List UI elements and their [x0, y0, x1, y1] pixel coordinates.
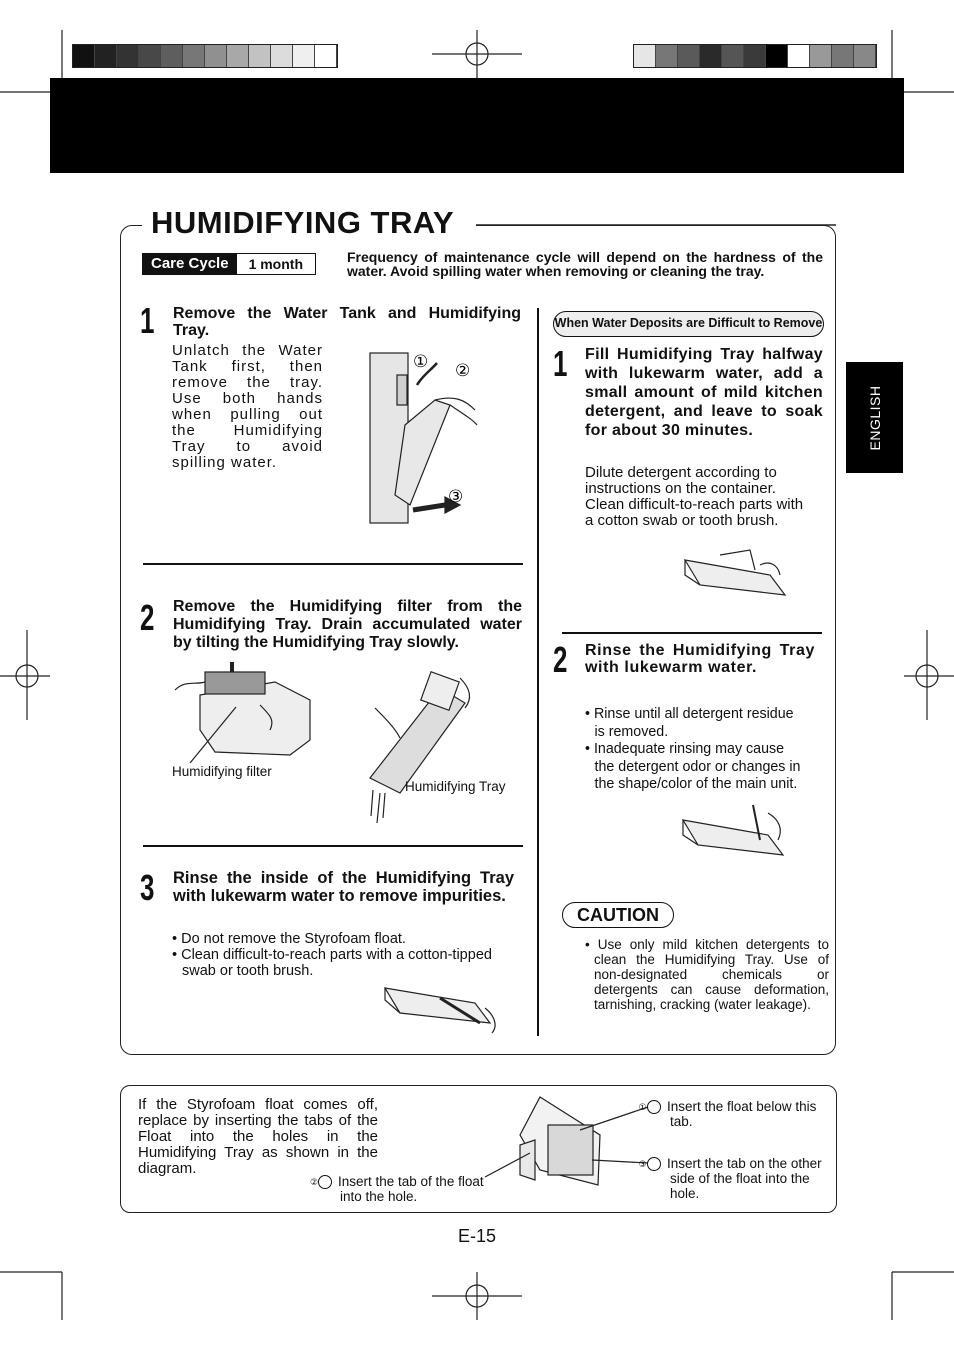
callout-3-text: Insert the tab on the other side of the float into the hole. [667, 1156, 822, 1201]
callout-3-mark: ③ [647, 1157, 661, 1171]
page-title: HUMIDIFYING TRAY [151, 205, 455, 240]
right-step-1-body: Dilute detergent according to instructions on the container. Clean difficult-to-reach parts with a cotton swab or tooth brush. [585, 464, 804, 529]
mark-1: ① [413, 352, 429, 372]
callout-2 [309, 1174, 500, 1204]
step-2-number: 2 [140, 597, 155, 638]
column-divider [537, 308, 539, 1036]
step-3-heading: Rinse the inside of the Humidifying Tray with lukewarm water to remove impurities. [173, 869, 514, 905]
step-1-number: 1 [140, 300, 155, 341]
tray-rinse-illustration [380, 978, 510, 1038]
filter-pointer-line [186, 705, 266, 765]
language-tab [846, 362, 903, 473]
frequency-note: Frequency of maintenance cycle will depend on the hardness of the water. Avoid spilling water when removing or cleaning the tray. [347, 249, 823, 279]
label-humidifying-tray: Humidifying Tray [405, 779, 506, 794]
tray-soak-illustration [680, 545, 800, 610]
mark-3: ③ [448, 487, 464, 507]
float-info-text: If the Styrofoam float comes off, replace by inserting the tabs of the Float into the holes in the Humidifying Tray as shown in the diagram. [138, 1096, 378, 1177]
tray-rinse-right-illustration [678, 805, 798, 870]
divider [562, 632, 822, 634]
step-3-bullets [172, 931, 492, 979]
list-item: • Do not remove the Styrofoam float. [172, 931, 406, 947]
header-bar [50, 78, 904, 173]
callout-2-text: Insert the tab of the float into the hole. [338, 1174, 484, 1204]
right-step-1-number: 1 [553, 343, 568, 384]
callout-2-mark: ② [318, 1175, 332, 1189]
divider [143, 563, 523, 565]
divider [143, 845, 523, 847]
color-swatches-right [633, 44, 877, 68]
right-step-1-heading: Fill Humidifying Tray halfway with lukewarm water, add a small amount of mild kitchen detergent, and leave to soak for about 30 minutes. [585, 346, 823, 439]
label-humidifying-filter: Humidifying filter [172, 764, 272, 779]
right-step-2-number: 2 [553, 639, 568, 680]
tank-removal-illustration [365, 345, 495, 530]
page-number: E-15 [458, 1226, 497, 1246]
care-cycle-badge [142, 253, 316, 275]
caution-text: • Use only mild kitchen detergents to clean the Humidifying Tray. Use of non-designated chemicals or detergents can cause deformation, tarnishing, cracking (water leakage). [585, 937, 829, 1012]
callout-1 [638, 1099, 830, 1129]
care-cycle-value: 1 month [237, 254, 315, 274]
mark-2: ② [455, 361, 471, 381]
step-2-heading: Remove the Humidifying filter from the Humidifying Tray. Drain accumulated water by tilting the Humidifying Tray slowly. [173, 598, 522, 651]
language-label: ENGLISH [866, 385, 883, 450]
callout-1-mark: ① [647, 1100, 661, 1114]
right-step-2-bullets [585, 705, 805, 793]
caution-label: CAUTION [562, 902, 674, 928]
callout-1-text: Insert the float below this tab. [667, 1099, 817, 1129]
deposits-pill: When Water Deposits are Difficult to Remove [553, 311, 824, 337]
callout-3 [638, 1156, 830, 1201]
title-rule [476, 224, 836, 226]
tray-tilt-illustration [365, 668, 495, 828]
list-item: • Rinse until all detergent residue is removed. [585, 705, 794, 740]
right-step-2-heading: Rinse the Humidifying Tray with lukewarm water. [585, 642, 815, 676]
care-cycle-label: Care Cycle [143, 254, 237, 274]
float-insert-diagram [480, 1095, 660, 1195]
step-1-heading: Remove the Water Tank and Humidifying Tray. [173, 305, 521, 339]
step-1-body: Unlatch the Water Tank first, then remove the tray. Use both hands when pulling out the Humidifying Tray to avoid spilling water. [172, 342, 323, 471]
list-item: • Clean difficult-to-reach parts with a cotton-tipped swab or tooth brush. [172, 947, 492, 979]
color-swatches-left [72, 44, 338, 68]
list-item: • Inadequate rinsing may cause the detergent odor or changes in the shape/color of the main unit. [585, 740, 801, 792]
step-3-number: 3 [140, 867, 155, 908]
